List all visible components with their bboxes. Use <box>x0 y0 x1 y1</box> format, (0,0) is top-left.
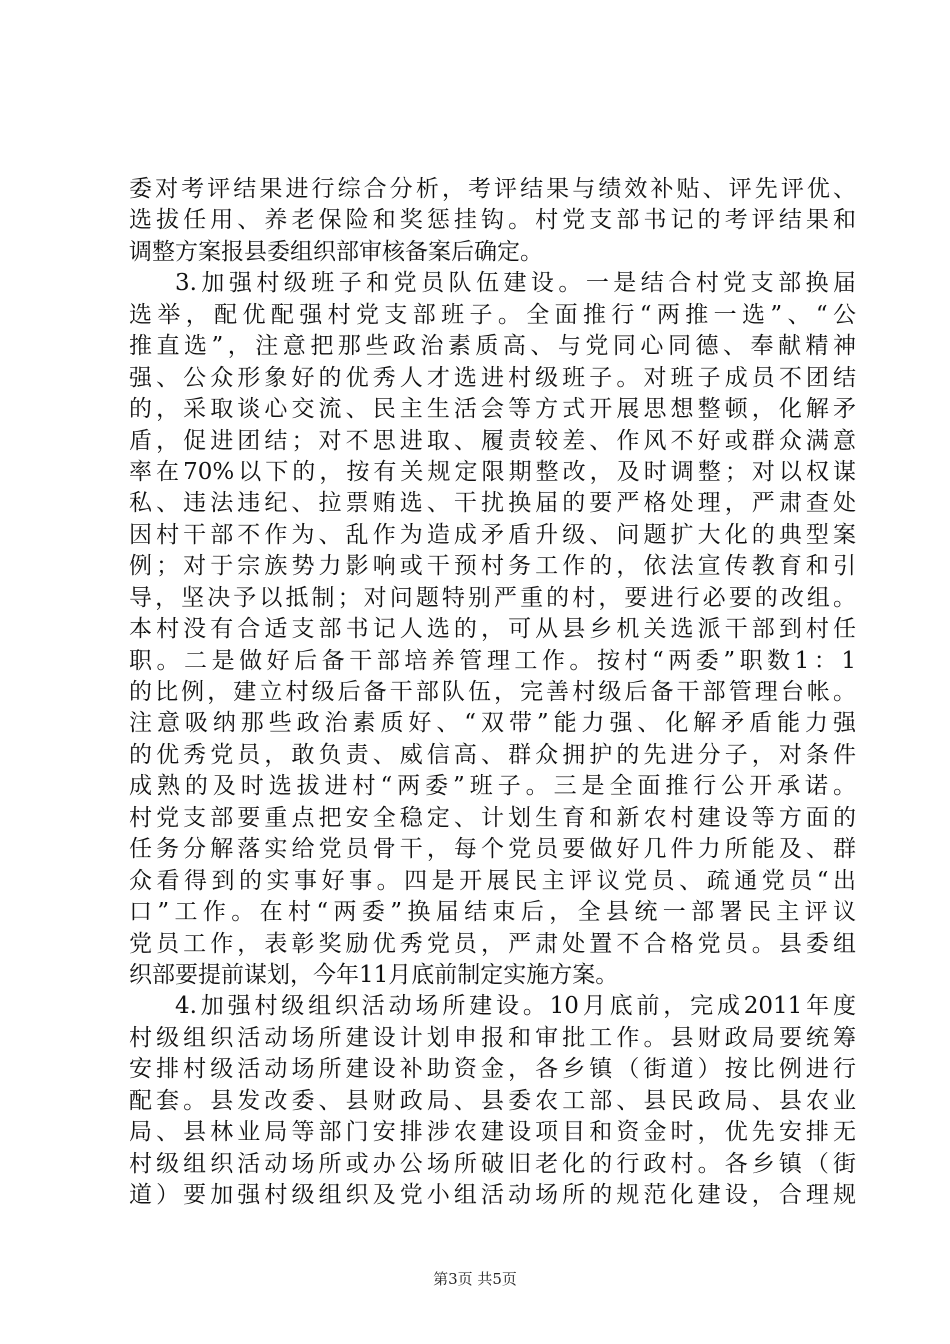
text-line: 村级组织活动场所建设计划申报和审批工作。县财政局要统筹 <box>129 1024 856 1051</box>
text-line: 推直选”，注意把那些政治素质高、与党同心同德、奉献精神 <box>129 333 856 360</box>
text-line: 导，坚决予以抵制；对问题特别严重的村，要进行必要的改组。 <box>129 584 856 611</box>
text-line: 安排村级活动场所建设补助资金，各乡镇（街道）按比例进行 <box>129 1056 856 1083</box>
text-line: 织部要提前谋划，今年11月底前制定实施方案。 <box>129 961 619 988</box>
text-line: 的优秀党员，敢负责、威信高、群众拥护的先进分子，对条件 <box>129 741 856 768</box>
text-line: 私、违法违纪、拉票贿选、干扰换届的要严格处理，严肃查处 <box>129 490 856 517</box>
text-line: 任务分解落实给党员骨干，每个党员要做好几件力所能及、群 <box>129 836 856 863</box>
text-line: 道）要加强村级组织及党小组活动场所的规范化建设，合理规 <box>129 1182 856 1208</box>
text-line: 率在70%以下的，按有关规定限期整改，及时调整；对以权谋 <box>129 458 856 485</box>
text-line: 选拔任用、养老保险和奖惩挂钩。村党支部书记的考评结果和 <box>129 207 856 234</box>
text-line: 因村干部不作为、乱作为造成矛盾升级、问题扩大化的典型案 <box>129 521 856 548</box>
text-line: 例；对于宗族势力影响或干预村务工作的，依法宣传教育和引 <box>129 553 856 580</box>
text-line: 3.加强村级班子和党员队伍建设。一是结合村党支部换届 <box>175 270 856 297</box>
text-line: 配套。县发改委、县财政局、县委农工部、县民政局、县农业 <box>129 1087 856 1114</box>
text-line: 强、公众形象好的优秀人才选进村级班子。对班子成员不团结 <box>129 364 856 391</box>
text-line: 注意吸纳那些政治素质好、“双带”能力强、化解矛盾能力强 <box>129 710 856 737</box>
text-line: 4.加强村级组织活动场所建设。10月底前，完成2011年度 <box>175 993 856 1020</box>
page-number-footer: 第3页 共5页 <box>433 1270 517 1288</box>
text-line: 委对考评结果进行综合分析，考评结果与绩效补贴、评先评优、 <box>129 176 856 202</box>
text-line: 本村没有合适支部书记人选的，可从县乡机关选派干部到村任 <box>129 616 856 643</box>
text-line: 口”工作。在村“两委”换届结束后，全县统一部署民主评议 <box>129 899 856 926</box>
text-line: 选举，配优配强村党支部班子。全面推行“两推一选”、“公 <box>129 301 856 328</box>
text-line: 村级组织活动场所或办公场所破旧老化的行政村。各乡镇（街 <box>129 1150 856 1177</box>
text-line: 调整方案报县委组织部审核备案后确定。 <box>129 238 543 265</box>
text-line: 党员工作，表彰奖励优秀党员，严肃处置不合格党员。县委组 <box>129 930 856 957</box>
text-line: 局、县林业局等部门安排涉农建设项目和资金时，优先安排无 <box>129 1119 856 1146</box>
text-line: 盾，促进团结；对不思进取、履责较差、作风不好或群众满意 <box>129 427 856 454</box>
text-line: 众看得到的实事好事。四是开展民主评议党员、疏通党员“出 <box>129 867 856 894</box>
text-line: 村党支部要重点把安全稳定、计划生育和新农村建设等方面的 <box>129 804 856 831</box>
text-line: 职。二是做好后备干部培养管理工作。按村“两委”职数1：1 <box>129 647 856 674</box>
text-line: 的，采取谈心交流、民主生活会等方式开展思想整顿，化解矛 <box>129 396 856 423</box>
text-line: 成熟的及时选拔进村“两委”班子。三是全面推行公开承诺。 <box>129 773 856 800</box>
text-line: 的比例，建立村级后备干部队伍，完善村级后备干部管理台帐。 <box>129 679 856 705</box>
document-body <box>129 174 856 1211</box>
